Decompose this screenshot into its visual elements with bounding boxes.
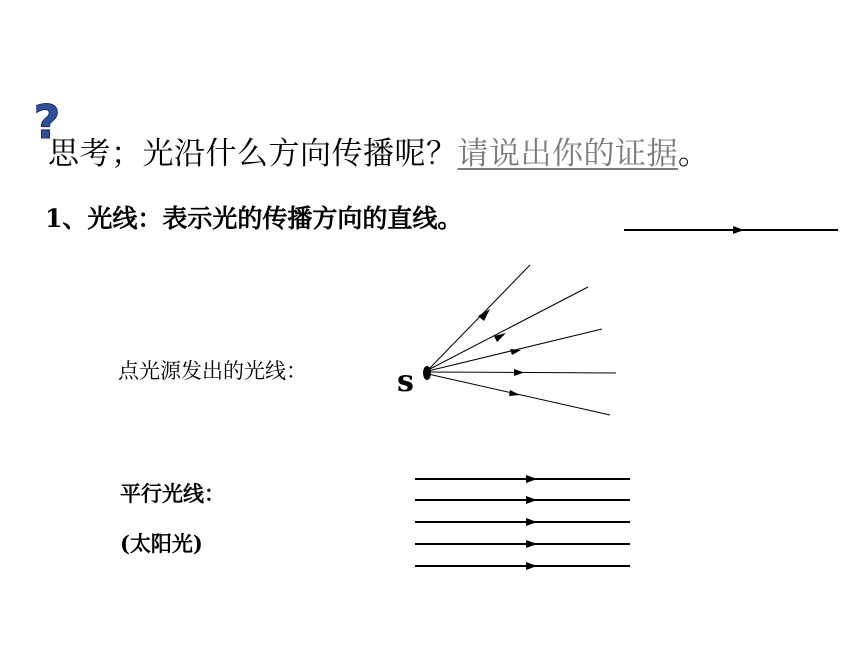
example-ray [624, 226, 838, 234]
ray-2 [428, 287, 588, 370]
evidence-link[interactable]: 请说出你的证据 [457, 136, 678, 172]
title-question: 思考；光沿什么方向传播呢？ [48, 136, 458, 172]
light-ray-definition: 1、光线：表示光的传播方向的直线。 [45, 204, 463, 233]
svg-text:?: ? [33, 98, 61, 146]
parallel-rays-label: 平行光线： [120, 481, 225, 506]
parallel-rays [415, 475, 630, 570]
sunlight-note: (太阳光) [120, 531, 203, 556]
ray-1 [428, 265, 530, 370]
point-source-label: 点光源发出的光线： [118, 359, 307, 383]
source-letter: s [397, 364, 414, 399]
title-end: 。 [678, 136, 710, 172]
point-source-rays [423, 265, 616, 415]
